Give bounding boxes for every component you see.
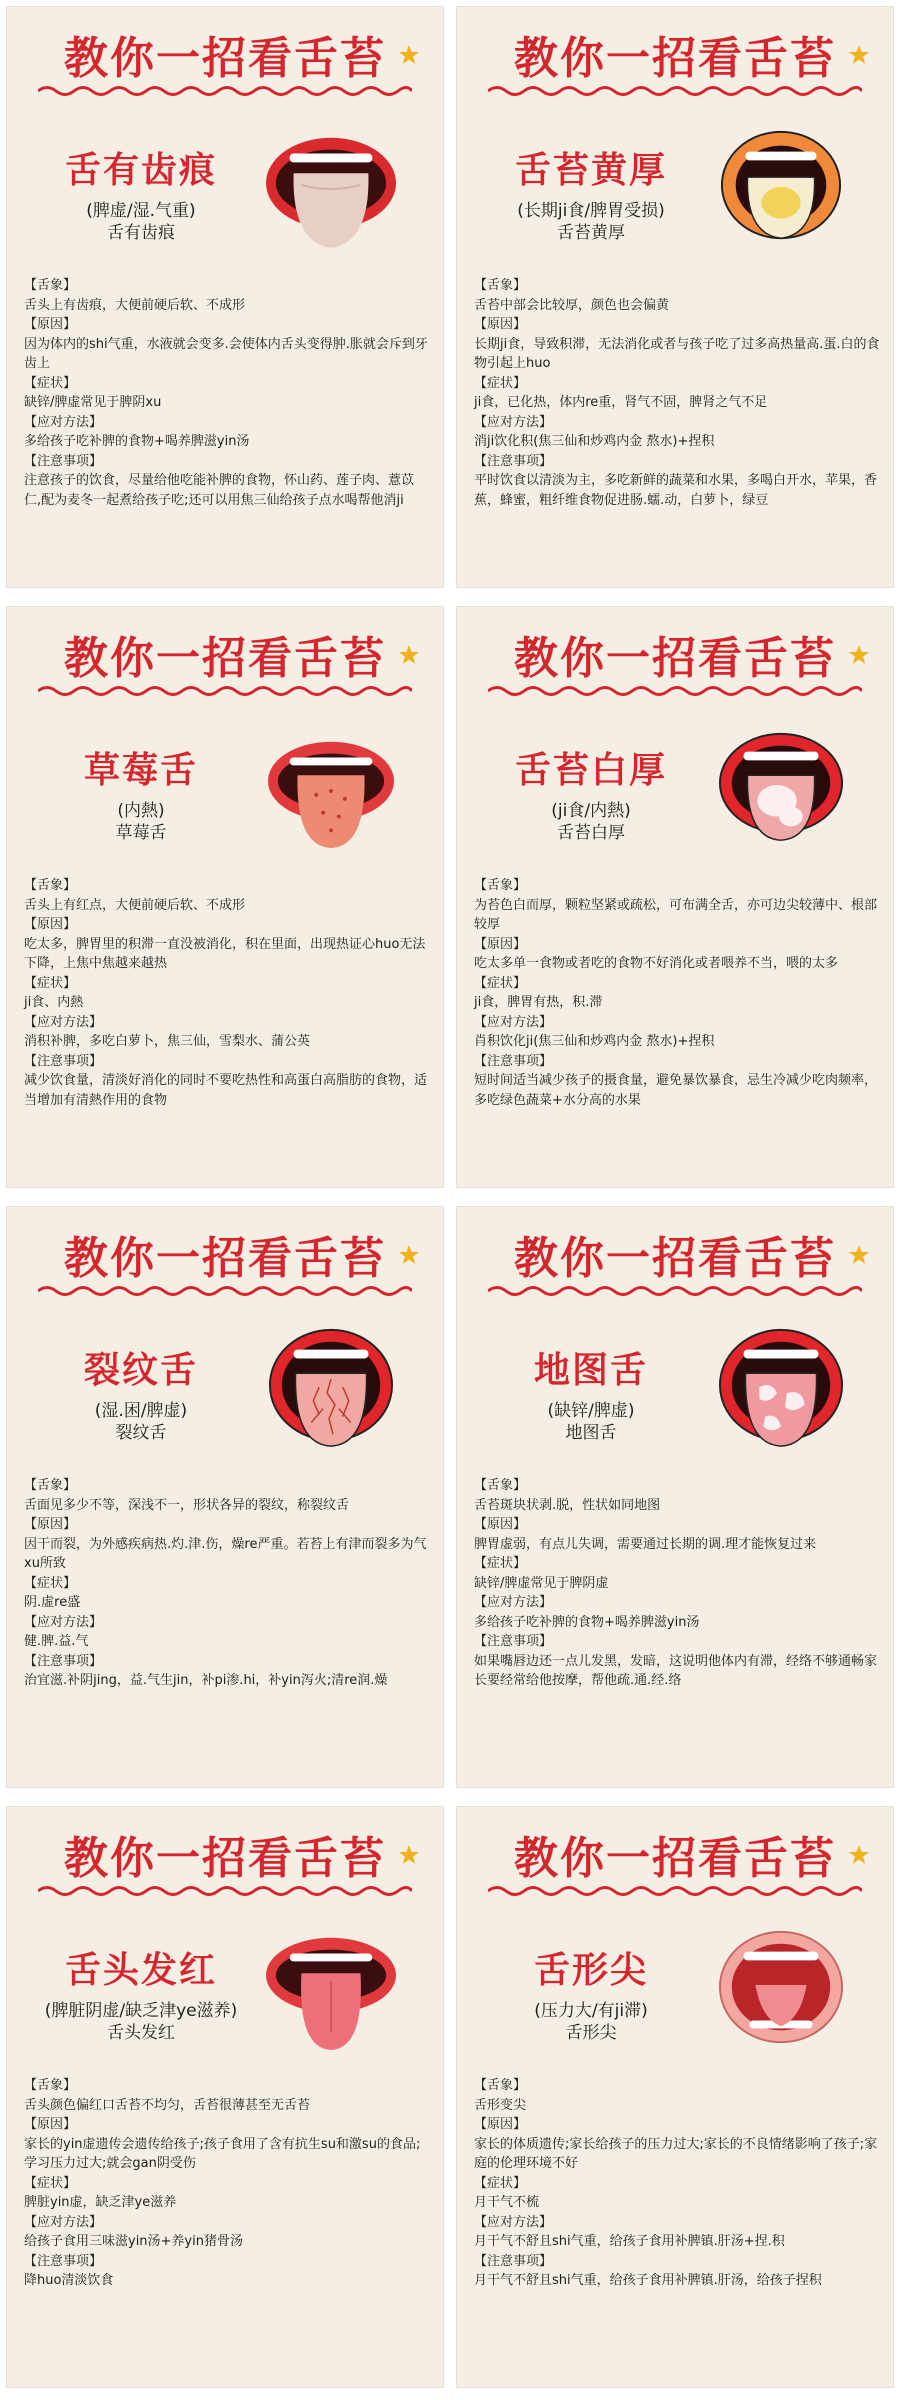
tongue-mouth-illustration bbox=[712, 1924, 850, 2052]
section-text: 家长的yin虚遗传会遗传给孩子;孩子食用了含有抗生su和激su的食品;学习压力过大;就会gan阴受伤 bbox=[24, 2136, 421, 2171]
cause-subtitle: (压力大/有ji滞) bbox=[534, 2001, 648, 2021]
card-thick-white-coating bbox=[456, 606, 894, 1188]
wavy-divider bbox=[38, 1884, 412, 1898]
cause-subtitle: (湿.困/脾虚) bbox=[94, 1401, 188, 1421]
section-text: 消ji饮化积(焦三仙和炒鸡内金 熬水)+捏积 bbox=[474, 434, 715, 449]
section-text: 吃太多，脾胃里的积滞一直没被消化，积在里面，出现热证心huo无法下降，上焦中焦越来越热 bbox=[24, 936, 426, 971]
section-text: 减少饮食量，清淡好消化的同时不要吃热性和高蛋白高脂肪的食物，适当增加有清熱作用的食物 bbox=[24, 1073, 428, 1108]
tongue-type-caption: 舌苔白厚 bbox=[557, 823, 625, 843]
tongue-mouth-illustration bbox=[262, 724, 400, 852]
section-text: 注意孩子的饮食，尽量给他吃能补脾的食物，怀山药、莲子肉、薏苡仁,配为麦冬一起煮给孩子吃;还可以用焦三仙给孩子点水喝帮他消ji bbox=[24, 473, 415, 508]
card-body bbox=[24, 876, 430, 1110]
section-heading: 【舌象】 bbox=[474, 878, 527, 893]
section-heading: 【原因】 bbox=[474, 317, 527, 332]
wavy-divider bbox=[488, 684, 862, 698]
section-heading: 【症状】 bbox=[24, 975, 77, 991]
section-text: 缺锌/脾虚常见于脾阴xu bbox=[24, 395, 162, 410]
card-body bbox=[24, 2076, 430, 2291]
section-text: 阴.虚re盛 bbox=[24, 1595, 81, 1610]
section-heading: 【症状】 bbox=[474, 1556, 527, 1571]
star-icon bbox=[398, 1844, 420, 1866]
card-body bbox=[474, 276, 880, 510]
tongue-type-title: 舌苔白厚 bbox=[514, 750, 667, 791]
card-headline: 教你一招看舌苔 bbox=[64, 1233, 386, 1284]
wavy-divider bbox=[488, 1884, 862, 1898]
section-text: 舌面见多少不等，深浅不一，形状各异的裂纹，称裂纹舌 bbox=[24, 1497, 350, 1513]
card-headline: 教你一招看舌苔 bbox=[514, 33, 836, 84]
section-heading: 【舌象】 bbox=[24, 278, 77, 293]
tongue-type-title: 草莓舌 bbox=[83, 750, 198, 791]
section-text: 缺锌/脾虚常见于脾阴虚 bbox=[474, 1575, 609, 1591]
cause-subtitle: (内熱) bbox=[117, 801, 165, 821]
section-text: 给孩子食用三味滋yin汤+养yin猪骨汤 bbox=[24, 2234, 243, 2249]
card-body bbox=[474, 2076, 880, 2291]
section-heading: 【原因】 bbox=[24, 917, 77, 932]
tongue-mouth-illustration bbox=[712, 1324, 850, 1452]
section-text: 平时饮食以清淡为主，多吃新鲜的蔬菜和水果，多喝白开水，苹果，香蕉，蜂蜜，粗纤维食物促进肠.蠕.动，白萝卜，绿豆 bbox=[474, 473, 878, 508]
section-text: 多给孩子吃补脾的食物+喝养脾滋yin汤 bbox=[24, 434, 250, 449]
tongue-mouth-illustration bbox=[712, 724, 850, 852]
section-heading: 【舌象】 bbox=[24, 878, 77, 893]
section-text: 舌苔斑块状剥.脱，性状如同地图 bbox=[474, 1497, 661, 1513]
wavy-divider bbox=[38, 84, 412, 98]
card-thick-yellow-coating bbox=[456, 6, 894, 588]
card-headline: 教你一招看舌苔 bbox=[64, 33, 386, 84]
section-text: 降huo清淡饮食 bbox=[24, 2273, 114, 2288]
wavy-divider bbox=[488, 1284, 862, 1298]
section-heading: 【症状】 bbox=[474, 2175, 527, 2191]
section-text: 舌头上有齿痕，大便前硬后软、不成形 bbox=[24, 297, 246, 313]
section-text: 舌形变尖 bbox=[474, 2097, 527, 2113]
tongue-type-title: 裂纹舌 bbox=[83, 1350, 198, 1391]
card-body bbox=[24, 1476, 430, 1691]
section-text: ji食、内熱 bbox=[24, 995, 84, 1010]
cause-subtitle: (脾脏阴虚/缺乏津ye滋养) bbox=[44, 2001, 238, 2021]
section-text: 为苔色白而厚，颗粒坚紧或疏松，可布满全舌，亦可边尖较薄中、根部较厚 bbox=[474, 897, 878, 932]
card-strawberry-tongue bbox=[6, 606, 444, 1188]
section-text: 舌头颜色偏红口舌苔不均匀，舌苔很薄甚至无舌苔 bbox=[24, 2097, 311, 2113]
section-heading: 【注意事项】 bbox=[24, 1053, 103, 1069]
wavy-divider bbox=[38, 1284, 412, 1298]
section-heading: 【症状】 bbox=[24, 1575, 77, 1591]
section-text: 因干而裂，为外感疾病热.灼.津.伤，燥re严重。若苔上有津而裂多为气xu所致 bbox=[24, 1536, 427, 1571]
tongue-type-title: 地图舌 bbox=[533, 1350, 648, 1391]
tongue-type-caption: 舌有齿痕 bbox=[107, 223, 175, 243]
tongue-type-title: 舌有齿痕 bbox=[64, 150, 217, 191]
section-heading: 【注意事项】 bbox=[24, 2253, 103, 2269]
section-text: 吃太多单一食物或者吃的食物不好消化或者喂养不当，喂的太多 bbox=[474, 956, 839, 971]
section-heading: 【舌象】 bbox=[474, 278, 527, 293]
section-heading: 【原因】 bbox=[24, 2117, 77, 2132]
card-headline: 教你一招看舌苔 bbox=[514, 1833, 836, 1884]
section-heading: 【应对方法】 bbox=[474, 414, 553, 430]
section-heading: 【舌象】 bbox=[474, 1478, 527, 1493]
section-text: 脾胃虚弱，有点儿失调，需要通过长期的调.理才能恢复过来 bbox=[474, 1536, 817, 1552]
cause-subtitle: (缺锌/脾虚) bbox=[547, 1401, 635, 1421]
section-text: 舌头上有红点，大便前硬后软、不成形 bbox=[24, 897, 246, 913]
section-text: 舌苔中部会比较厚，颜色也会偏黄 bbox=[474, 297, 670, 313]
star-icon bbox=[848, 1844, 870, 1866]
section-text: 如果嘴唇边还一点儿发黑，发暗，这说明他体内有滞，经络不够通畅家长要经常给他按摩，帮他疏.通.经.络 bbox=[474, 1653, 878, 1688]
tongue-type-title: 舌形尖 bbox=[533, 1950, 648, 1991]
wavy-divider bbox=[38, 684, 412, 698]
section-text: 消积补脾，多吃白萝卜，焦三仙，雪梨水、蒲公英 bbox=[24, 1034, 311, 1049]
section-heading: 【原因】 bbox=[474, 1517, 527, 1532]
section-text: 肖积饮化ji(焦三仙和炒鸡内金 熬水)+捏积 bbox=[474, 1034, 715, 1049]
section-heading: 【症状】 bbox=[474, 375, 527, 391]
star-icon bbox=[848, 44, 870, 66]
star-icon bbox=[398, 1244, 420, 1266]
section-heading: 【症状】 bbox=[24, 375, 77, 391]
card-headline: 教你一招看舌苔 bbox=[64, 633, 386, 684]
section-text: 因为体内的shi气重，水液就会变多.会使体内舌头变得肿.胀就会斥到牙齿上 bbox=[24, 336, 428, 371]
section-heading: 【应对方法】 bbox=[24, 1014, 103, 1030]
section-text: 治宜滋.补阴jing，益.气生jin，补pi渗.hi，补yin泻火;清re润.燥 bbox=[24, 1673, 388, 1688]
star-icon bbox=[848, 1244, 870, 1266]
section-heading: 【症状】 bbox=[474, 975, 527, 991]
tongue-mouth-illustration bbox=[262, 1924, 400, 2052]
cause-subtitle: (ji食/内熱) bbox=[551, 801, 631, 821]
star-icon bbox=[398, 644, 420, 666]
card-body bbox=[474, 1476, 880, 1691]
section-text: 家长的体质遗传;家长给孩子的压力过大;家长的不良情绪影响了孩子;家庭的伦理环境不好 bbox=[474, 2136, 878, 2171]
section-heading: 【原因】 bbox=[474, 2117, 527, 2132]
card-red-tongue bbox=[6, 1806, 444, 2388]
card-pointed-tongue bbox=[456, 1806, 894, 2388]
section-heading: 【应对方法】 bbox=[24, 1614, 103, 1630]
section-text: 短时间适当减少孩子的摄食量，避免暴饮暴食，忌生冷减少吃肉频率，多吃绿色蔬菜+水分高的水果 bbox=[474, 1073, 878, 1108]
section-heading: 【注意事项】 bbox=[24, 453, 103, 469]
section-heading: 【舌象】 bbox=[24, 2078, 77, 2093]
section-heading: 【应对方法】 bbox=[474, 2214, 553, 2230]
section-heading: 【舌象】 bbox=[474, 2078, 527, 2093]
section-text: 月干气不梳 bbox=[474, 2195, 540, 2210]
card-body bbox=[474, 876, 880, 1110]
tongue-type-title: 舌头发红 bbox=[64, 1950, 217, 1991]
section-heading: 【注意事项】 bbox=[24, 1653, 103, 1669]
tongue-type-caption: 舌苔黄厚 bbox=[557, 223, 625, 243]
tongue-type-caption: 裂纹舌 bbox=[115, 1423, 167, 1443]
tongue-type-caption: 舌头发红 bbox=[107, 2023, 175, 2043]
section-heading: 【注意事项】 bbox=[474, 453, 553, 469]
section-heading: 【注意事项】 bbox=[474, 1634, 553, 1649]
card-headline: 教你一招看舌苔 bbox=[514, 1233, 836, 1284]
section-heading: 【应对方法】 bbox=[24, 414, 103, 430]
section-text: 健.脾.益.气 bbox=[24, 1634, 89, 1649]
section-text: ji食，已化热，体内re重，肾气不固，脾肾之气不足 bbox=[474, 395, 768, 410]
section-text: 脾脏yin虚，缺乏津ye滋养 bbox=[24, 2195, 177, 2210]
section-heading: 【应对方法】 bbox=[24, 2214, 103, 2230]
section-heading: 【应对方法】 bbox=[474, 1014, 553, 1030]
card-fissured-tongue bbox=[6, 1206, 444, 1788]
section-text: 月干气不舒且shi气重，给孩子食用补脾镇.肝汤+捏.积 bbox=[474, 2234, 785, 2249]
section-text: ji食，脾胃有热，积.滞 bbox=[474, 995, 603, 1010]
section-text: 多给孩子吃补脾的食物+喝养脾滋yin汤 bbox=[474, 1614, 700, 1630]
section-heading: 【注意事项】 bbox=[474, 1053, 553, 1069]
tongue-mouth-illustration bbox=[712, 124, 850, 252]
section-heading: 【原因】 bbox=[474, 936, 527, 952]
section-heading: 【舌象】 bbox=[24, 1478, 77, 1493]
section-heading: 【应对方法】 bbox=[474, 1595, 553, 1610]
cause-subtitle: (脾虚/湿.气重) bbox=[86, 201, 196, 221]
tongue-type-caption: 地图舌 bbox=[565, 1423, 617, 1443]
card-body bbox=[24, 276, 430, 510]
section-text: 月干气不舒且shi气重，给孩子食用补脾镇.肝汤，给孩子捏积 bbox=[474, 2273, 822, 2288]
section-heading: 【症状】 bbox=[24, 2175, 77, 2191]
section-heading: 【原因】 bbox=[24, 317, 77, 332]
tongue-type-caption: 草莓舌 bbox=[115, 823, 167, 843]
card-tooth-marked-tongue bbox=[6, 6, 444, 588]
card-headline: 教你一招看舌苔 bbox=[514, 633, 836, 684]
section-heading: 【原因】 bbox=[24, 1517, 77, 1532]
tongue-mouth-illustration bbox=[262, 1324, 400, 1452]
cause-subtitle: (长期ji食/脾胃受损) bbox=[517, 201, 665, 221]
card-geographic-tongue bbox=[456, 1206, 894, 1788]
wavy-divider bbox=[488, 84, 862, 98]
star-icon bbox=[398, 44, 420, 66]
star-icon bbox=[848, 644, 870, 666]
section-text: 长期ji食，导致积滞，无法消化或者与孩子吃了过多高热量高.蛋.白的食物引起上huo bbox=[474, 336, 880, 371]
section-heading: 【注意事项】 bbox=[474, 2253, 553, 2269]
tongue-type-caption: 舌形尖 bbox=[565, 2023, 617, 2043]
tongue-type-title: 舌苔黄厚 bbox=[514, 150, 667, 191]
card-headline: 教你一招看舌苔 bbox=[64, 1833, 386, 1884]
tongue-mouth-illustration bbox=[262, 124, 400, 252]
